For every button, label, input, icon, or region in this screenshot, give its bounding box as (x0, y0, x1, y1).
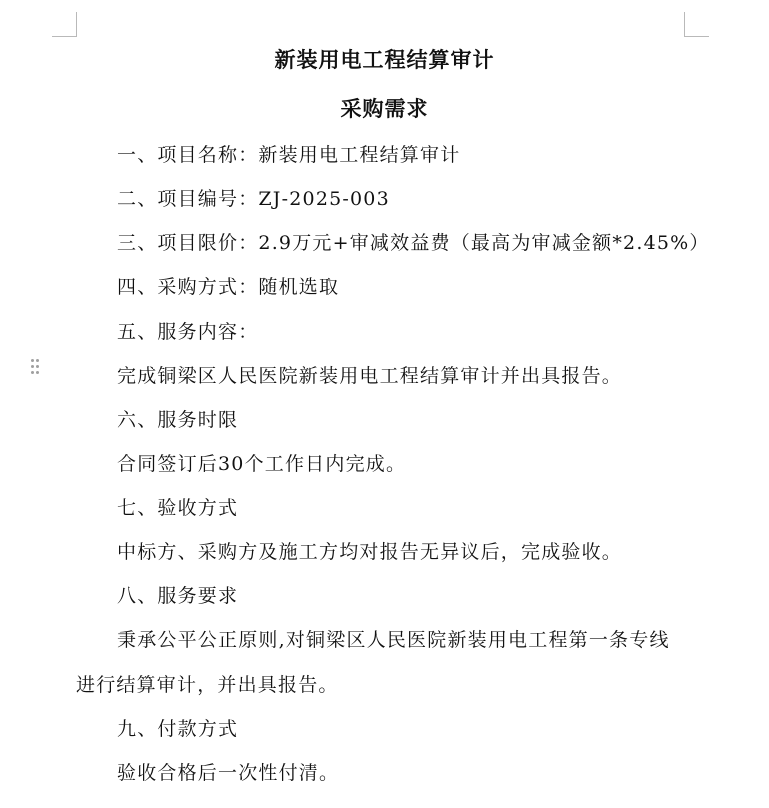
service-requirements-text-line-2: 进行结算审计，并出具报告。 (76, 674, 339, 696)
crop-mark-top-right (684, 12, 709, 37)
service-period-text: 合同签订后30个工作日内完成。 (117, 453, 407, 475)
item-procurement-method: 四、采购方式：随机选取 (117, 276, 340, 298)
service-requirements-text-line-1: 秉承公平公正原则,对铜梁区人民医院新装用电工程第一条专线 (117, 629, 670, 651)
item-project-name: 一、项目名称：新装用电工程结算审计 (117, 144, 461, 166)
payment-text: 验收合格后一次性付清。 (117, 762, 340, 784)
item-service-requirements-heading: 八、服务要求 (117, 585, 239, 607)
item-service-content-heading: 五、服务内容： (117, 321, 259, 343)
item-payment-heading: 九、付款方式 (117, 718, 239, 740)
service-content-text: 完成铜梁区人民医院新装用电工程结算审计并出具报告。 (117, 365, 623, 387)
document-title: 新装用电工程结算审计 (274, 47, 495, 72)
item-acceptance-heading: 七、验收方式 (117, 497, 239, 519)
document-subtitle: 采购需求 (340, 96, 429, 121)
crop-mark-top-left (52, 12, 77, 37)
item-project-number: 二、项目编号：ZJ-2025-003 (117, 188, 390, 210)
paragraph-drag-handle-icon[interactable] (31, 359, 39, 375)
item-service-period-heading: 六、服务时限 (117, 409, 239, 431)
item-price-limit: 三、项目限价：2.9万元+审减效益费（最高为审减金额*2.45%） (117, 232, 710, 254)
acceptance-text: 中标方、采购方及施工方均对报告无异议后，完成验收。 (117, 541, 623, 563)
